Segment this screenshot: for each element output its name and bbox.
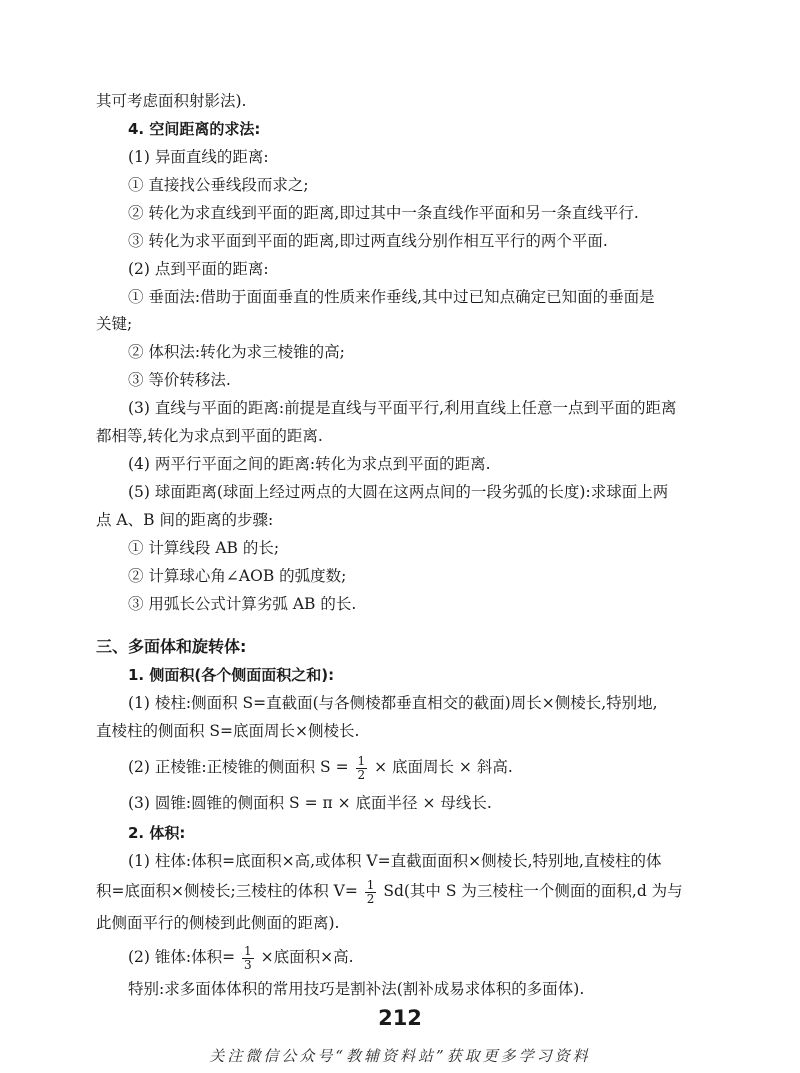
text-line: (1) 异面直线的距离: bbox=[128, 148, 269, 166]
section-heading-lateral-area: 1. 侧面积(各个侧面面积之和): bbox=[128, 666, 335, 684]
fraction-one-half bbox=[365, 879, 377, 906]
text-line: (3) 直线与平面的距离:前提是直线与平面平行,利用直线上任意一点到平面的距离 bbox=[128, 399, 677, 417]
text-line-formula bbox=[128, 752, 716, 782]
text-line: 直棱柱的侧面积 S=底面周长×侧棱长. bbox=[96, 722, 360, 740]
text-line: ① 计算线段 AB 的长; bbox=[128, 539, 280, 557]
text-line: (1) 柱体:体积=底面积×高,或体积 V=直截面面积×侧棱长,特别地,直棱柱的体 bbox=[128, 852, 662, 870]
text-line: 其可考虑面积射影法). bbox=[96, 92, 247, 110]
text-line: ③ 等价转移法. bbox=[128, 371, 231, 389]
fraction-denominator: 2 bbox=[366, 891, 375, 906]
fraction-denominator: 2 bbox=[357, 767, 366, 782]
text-line: 点 A、B 间的距离的步骤: bbox=[96, 511, 274, 529]
text-line: ① 直接找公垂线段而求之; bbox=[128, 176, 309, 194]
text-line: (3) 圆锥:圆锥的侧面积 S = π × 底面半径 × 母线长. bbox=[128, 794, 492, 812]
text-line: 特别:求多面体体积的常用技巧是割补法(割补成易求体积的多面体). bbox=[128, 980, 585, 998]
chapter-heading-polyhedra: 三、多面体和旋转体: bbox=[96, 637, 247, 656]
formula-suffix: × 底面周长 × 斜高. bbox=[374, 758, 513, 776]
text-line: (2) 点到平面的距离: bbox=[128, 260, 269, 278]
text-line: ③ 转化为求平面到平面的距离,即过两直线分别作相互平行的两个平面. bbox=[128, 232, 608, 250]
text-line: ② 体积法:转化为求三棱锥的高; bbox=[128, 343, 345, 361]
text-line: 关键; bbox=[96, 315, 133, 333]
text-line: 都相等,转化为求点到平面的距离. bbox=[96, 427, 323, 445]
formula-suffix: Sd(其中 S 为三棱柱一个侧面的面积,d 为与 bbox=[383, 882, 683, 900]
section-heading-distance: 4. 空间距离的求法: bbox=[128, 120, 261, 138]
fraction-numerator: 1 bbox=[357, 753, 366, 768]
footer-promo-text: 关注微信公众号“教辅资料站”获取更多学习资料 bbox=[209, 1047, 591, 1065]
page-number: 212 bbox=[378, 1006, 422, 1030]
text-line: ② 转化为求直线到平面的距离,即过其中一条直线作平面和另一条直线平行. bbox=[128, 204, 639, 222]
text-line: (5) 球面距离(球面上经过两点的大圆在这两点间的一段劣弧的长度):求球面上两 bbox=[128, 483, 669, 501]
text-line: 此侧面平行的侧棱到此侧面的距离). bbox=[96, 914, 340, 932]
text-line: ③ 用弧长公式计算劣弧 AB 的长. bbox=[128, 595, 357, 613]
text-line: ② 计算球心角∠AOB 的弧度数; bbox=[128, 567, 347, 585]
text-line: ① 垂面法:借助于面面垂直的性质来作垂线,其中过已知点确定已知面的垂面是 bbox=[128, 288, 655, 306]
formula-prefix: (2) 锥体:体积= bbox=[128, 948, 236, 966]
formula-prefix: 积=底面积×侧棱长;三棱柱的体积 V= bbox=[96, 882, 358, 900]
fraction-one-third bbox=[242, 945, 254, 972]
formula-prefix: (2) 正棱锥:正棱锥的侧面积 S = bbox=[128, 758, 349, 776]
text-line-formula bbox=[96, 876, 716, 906]
formula-suffix: ×底面积×高. bbox=[260, 948, 354, 966]
fraction-denominator: 3 bbox=[244, 957, 252, 972]
section-heading-volume: 2. 体积: bbox=[128, 824, 186, 842]
text-line: (1) 棱柱:侧面积 S=直截面(与各侧棱都垂直相交的截面)周长×侧棱长,特别地, bbox=[128, 694, 658, 712]
text-line: (4) 两平行平面之间的距离:转化为求点到平面的距离. bbox=[128, 455, 491, 473]
fraction-one-half bbox=[356, 755, 368, 782]
fraction-numerator: 1 bbox=[244, 943, 252, 958]
fraction-numerator: 1 bbox=[366, 877, 375, 892]
text-line-formula bbox=[128, 942, 716, 972]
